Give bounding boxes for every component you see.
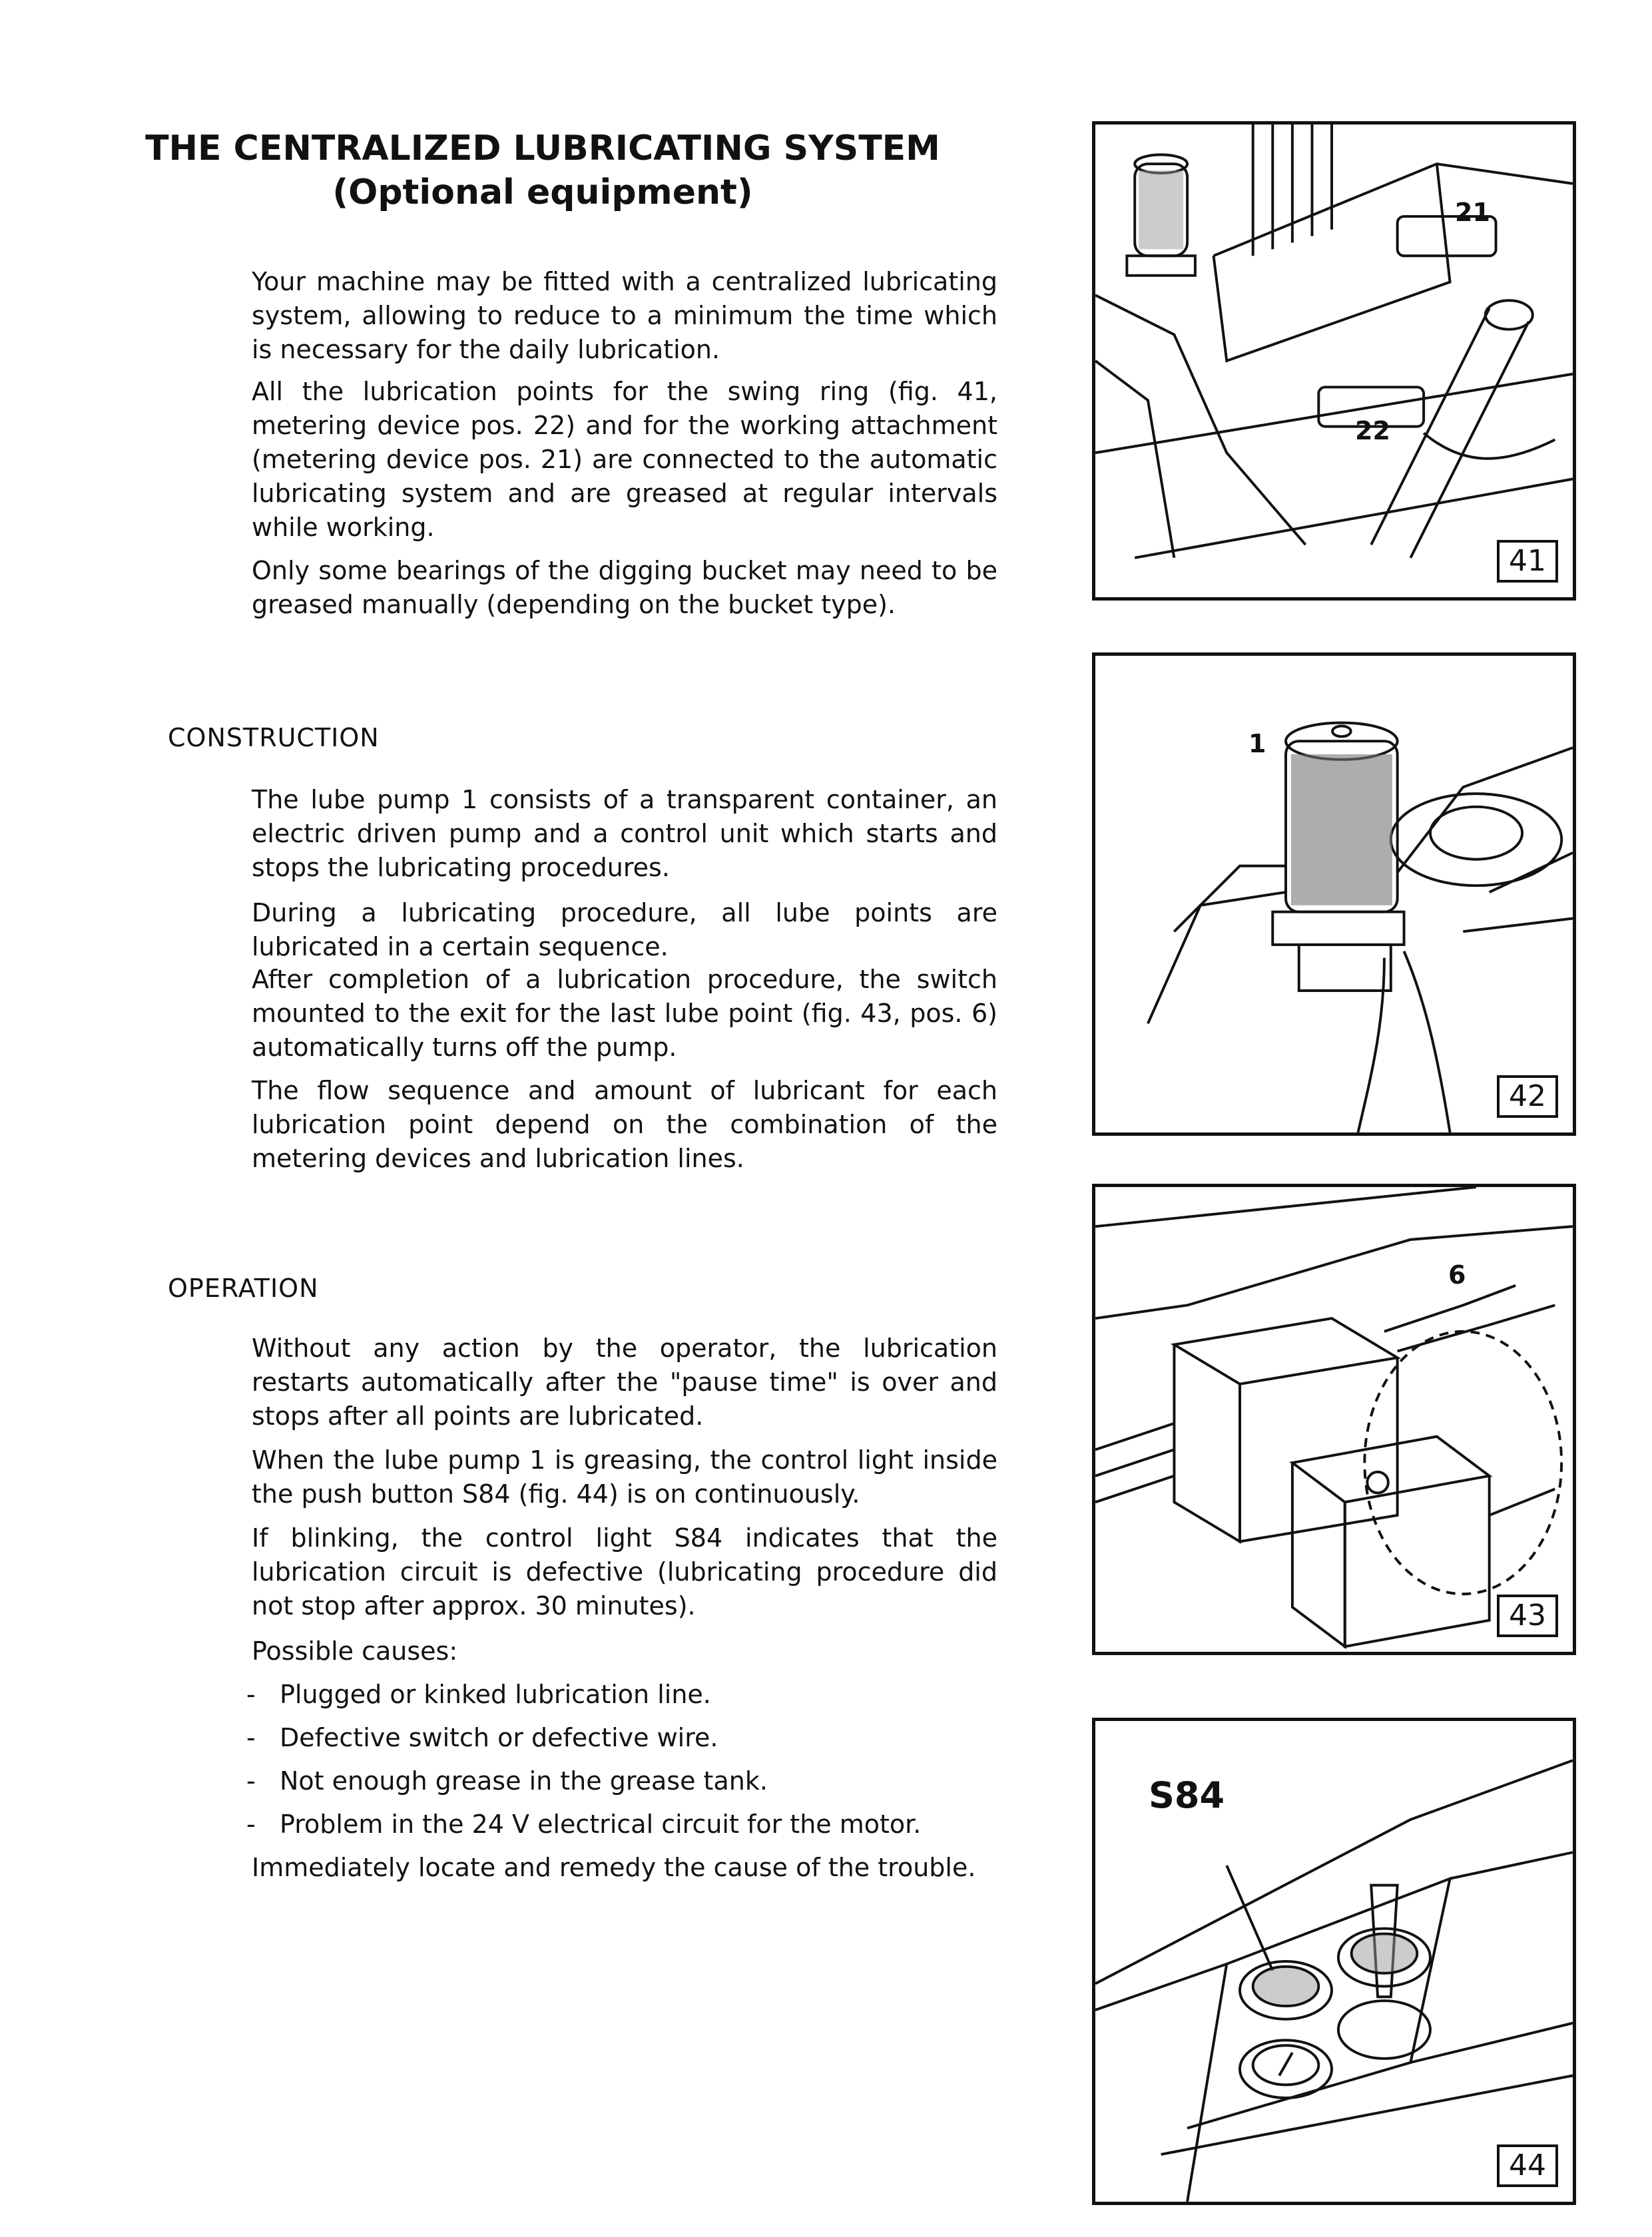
metering-device-illustration: [1095, 124, 1573, 597]
list-item: - Problem in the 24 V electrical circuit for the motor.: [246, 1808, 999, 1842]
closing-paragraph: Immediately locate and remedy the cause of the trouble.: [252, 1853, 976, 1882]
causes-list: [246, 1678, 999, 1851]
page-subtitle: (Optional equipment): [332, 172, 753, 212]
list-item: - Defective switch or defective wire.: [246, 1721, 999, 1755]
operation-paragraph-2: When the lube pump 1 is greasing, the control light inside the push button S84 (fig. 44) is on continuously.: [252, 1445, 997, 1509]
list-item: - Not enough grease in the grease tank.: [246, 1764, 999, 1798]
construction-paragraph-2: During a lubricating procedure, all lube points are lubricated in a certain sequence.: [252, 898, 997, 961]
intro-paragraph-1: Your machine may be fitted with a centralized lubricating system, allowing to reduce to a minimum the time which is necessary for the daily lubrication.: [252, 267, 997, 364]
construction-paragraph-3: After completion of a lubrication procedure, the switch mounted to the exit for the last lube point (fig. 43, pos. 6) automatically turns off the pump.: [252, 965, 997, 1062]
cause-text: Plugged or kinked lubrication line.: [280, 1680, 711, 1709]
cause-text: Defective switch or defective wire.: [280, 1723, 718, 1752]
intro-paragraph-3: Only some bearings of the digging bucket may need to be greased manually (depending on the bucket type).: [252, 556, 997, 619]
construction-paragraph-1: The lube pump 1 consists of a transparent container, an electric driven pump and a control unit which starts and stops the lubricating procedures.: [252, 785, 997, 882]
callout-1: 1: [1248, 729, 1266, 758]
callout-s84: S84: [1149, 1774, 1225, 1816]
lube-pump-illustration: [1095, 656, 1573, 1132]
figure-43-metering-device-switch: [1092, 1184, 1576, 1655]
callout-6: 6: [1448, 1260, 1466, 1290]
figure-number: 42: [1497, 1075, 1558, 1118]
cause-text: Not enough grease in the grease tank.: [280, 1766, 768, 1796]
switch-illustration: [1095, 1187, 1573, 1652]
list-item: - Plugged or kinked lubrication line.: [246, 1678, 999, 1712]
page-title: THE CENTRALIZED LUBRICATING SYSTEM: [145, 128, 940, 168]
figure-41-swing-ring-metering: [1092, 121, 1576, 601]
possible-causes-label: Possible causes:: [252, 1636, 458, 1666]
construction-heading: CONSTRUCTION: [168, 723, 380, 752]
figure-42-lube-pump: [1092, 652, 1576, 1136]
intro-paragraph-2: All the lubrication points for the swing ring (fig. 41, metering device pos. 22) and for the working attachment (metering device pos. 21) are connected to the automatic lubricating system and are greased at regular intervals while working.: [252, 377, 997, 542]
figure-number: 44: [1497, 2144, 1558, 2187]
cause-text: Problem in the 24 V electrical circuit for the motor.: [280, 1810, 922, 1839]
callout-21: 21: [1455, 198, 1490, 227]
figure-number: 41: [1497, 540, 1558, 583]
operation-paragraph-3: If blinking, the control light S84 indicates that the lubrication circuit is defective (lubricating procedure did not stop after approx. 30 minutes).: [252, 1523, 997, 1620]
figure-number: 43: [1497, 1595, 1558, 1637]
operation-heading: OPERATION: [168, 1274, 319, 1303]
callout-22: 22: [1355, 416, 1390, 445]
figure-44-push-button-panel: [1092, 1718, 1576, 2205]
operation-paragraph-1: Without any action by the operator, the lubrication restarts automatically after the "pause time" is over and stops after all points are lubricated.: [252, 1334, 997, 1431]
construction-paragraph-4: The flow sequence and amount of lubricant for each lubrication point depend on the combination of the metering devices and lubrication lines.: [252, 1076, 997, 1173]
